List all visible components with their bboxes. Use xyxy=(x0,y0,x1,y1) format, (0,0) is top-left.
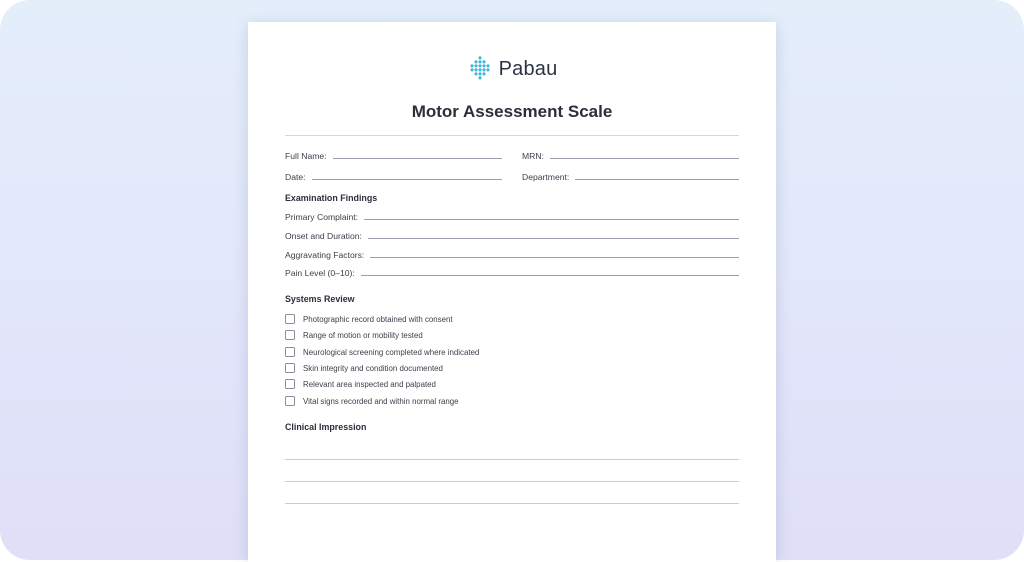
primary-complaint-field[interactable] xyxy=(364,219,739,220)
full-name-row xyxy=(285,151,502,161)
checklist-item xyxy=(285,330,423,340)
pabau-logo-icon xyxy=(467,56,493,82)
checklist-item-label: Range of motion or mobility tested xyxy=(303,330,423,340)
onset-duration-field[interactable] xyxy=(368,238,739,239)
checklist-item-label: Photographic record obtained with consent xyxy=(303,314,453,324)
checkbox[interactable] xyxy=(285,314,295,324)
checkbox[interactable] xyxy=(285,330,295,340)
checklist-item xyxy=(285,347,479,357)
checklist-item xyxy=(285,314,453,324)
impression-line[interactable] xyxy=(285,481,739,482)
exam-field-row xyxy=(285,268,739,278)
exam-field-label: Aggravating Factors: xyxy=(285,250,365,260)
checklist-item-label: Vital signs recorded and within normal range xyxy=(303,396,459,406)
full-name-label: Full Name: xyxy=(285,151,327,161)
checkbox[interactable] xyxy=(285,379,295,389)
checkbox[interactable] xyxy=(285,396,295,406)
exam-field-label: Primary Complaint: xyxy=(285,212,359,222)
checklist-item-label: Neurological screening completed where indicated xyxy=(303,347,480,357)
checklist-item xyxy=(285,379,436,389)
checklist-item-label: Skin integrity and condition documented xyxy=(303,363,443,373)
checklist-item xyxy=(285,363,443,373)
department-label: Department: xyxy=(522,172,570,182)
title-divider xyxy=(285,135,739,136)
checklist-item xyxy=(285,396,459,406)
pain-level-field[interactable] xyxy=(361,275,739,276)
brand-name: Pabau xyxy=(498,57,558,80)
department-row xyxy=(522,172,739,182)
impression-line[interactable] xyxy=(285,503,739,504)
exam-field-row xyxy=(285,212,739,222)
mrn-field[interactable] xyxy=(550,158,739,159)
systems-review-heading: Systems Review xyxy=(285,294,355,304)
checklist-item-label: Relevant area inspected and palpated xyxy=(303,379,436,389)
impression-line[interactable] xyxy=(285,459,739,460)
exam-field-row xyxy=(285,250,739,260)
department-field[interactable] xyxy=(575,179,739,180)
mrn-row xyxy=(522,151,739,161)
aggravating-factors-field[interactable] xyxy=(370,257,739,258)
date-label: Date: xyxy=(285,172,306,182)
exam-field-label: Onset and Duration: xyxy=(285,231,362,241)
form-title: Motor Assessment Scale xyxy=(411,102,613,121)
date-field[interactable] xyxy=(312,179,502,180)
examination-heading: Examination Findings xyxy=(285,193,378,203)
exam-field-row xyxy=(285,231,739,241)
checkbox[interactable] xyxy=(285,347,295,357)
brand-logo xyxy=(248,56,776,82)
clinical-impression-heading: Clinical Impression xyxy=(285,422,367,432)
exam-field-label: Pain Level (0–10): xyxy=(285,268,355,278)
date-row xyxy=(285,172,502,182)
mrn-label: MRN: xyxy=(522,151,544,161)
form-sheet xyxy=(248,22,776,562)
checkbox[interactable] xyxy=(285,363,295,373)
full-name-field[interactable] xyxy=(333,158,502,159)
